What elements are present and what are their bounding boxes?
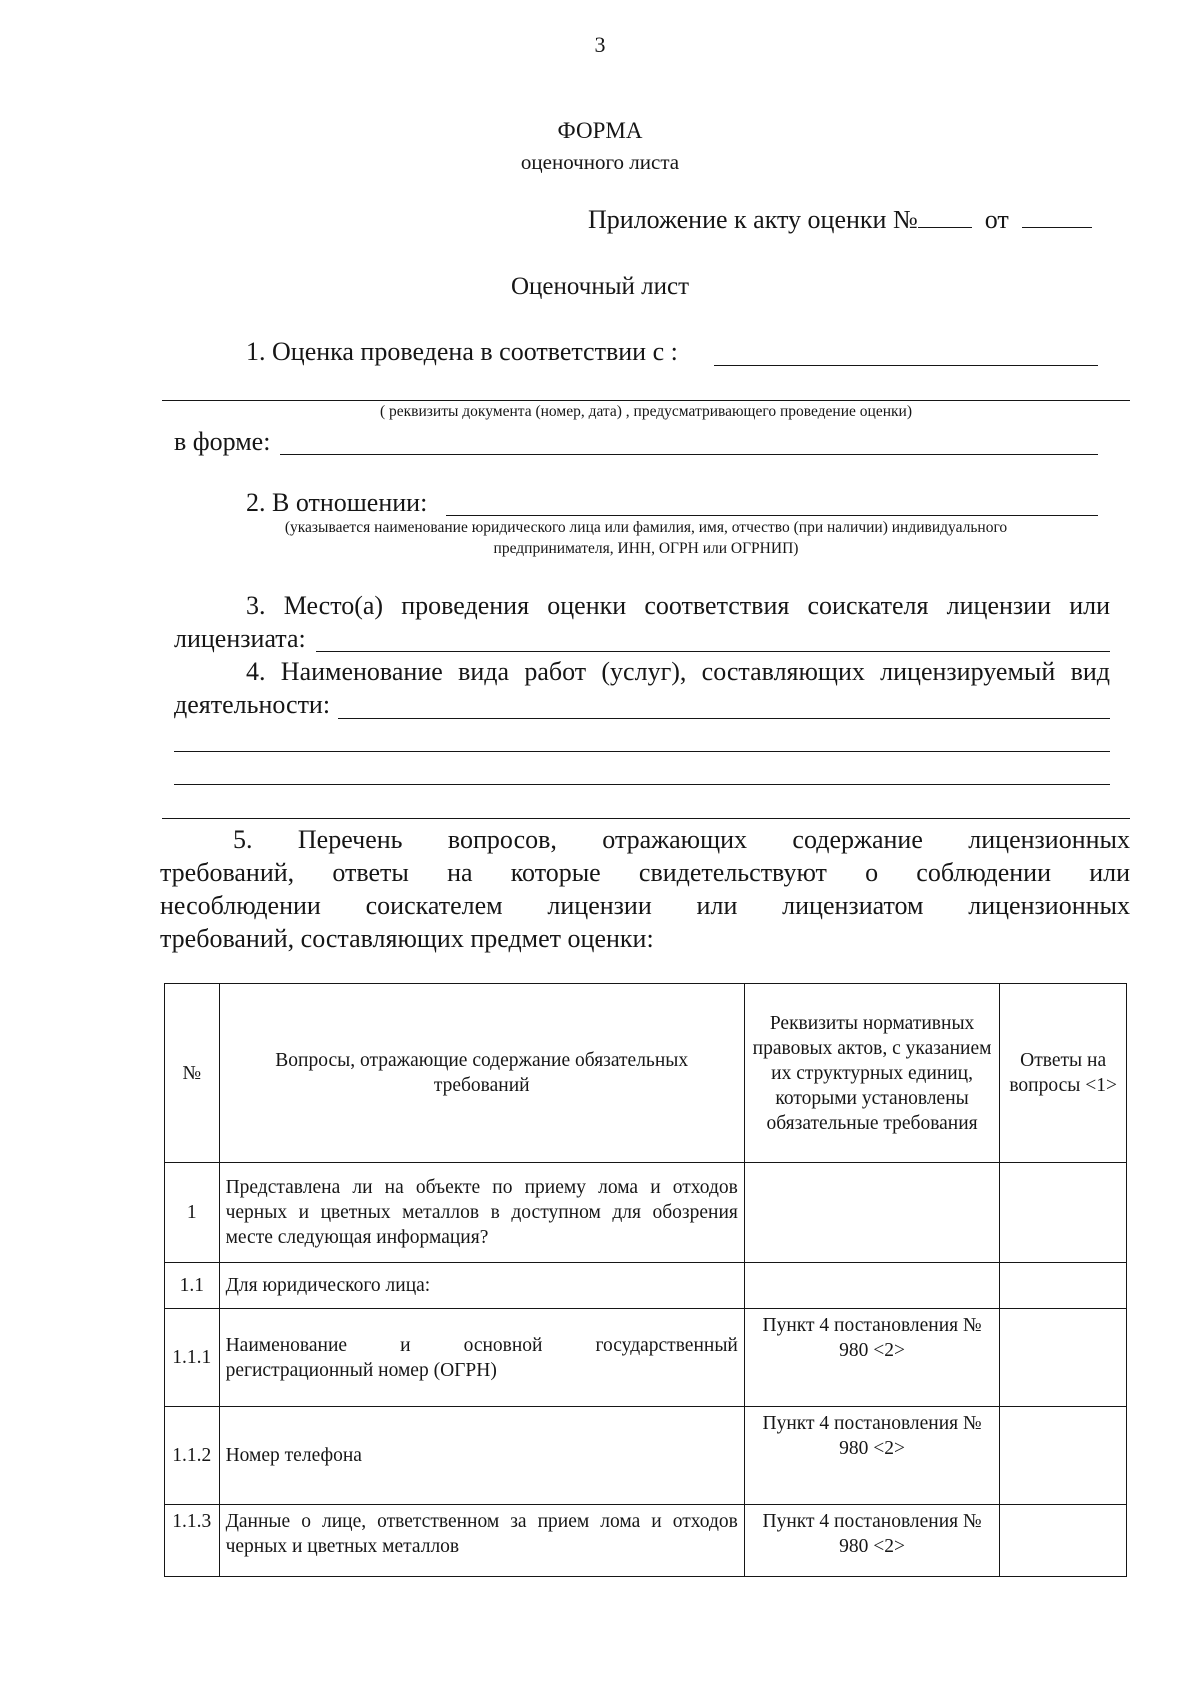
- row-num: 1.1.3: [165, 1505, 220, 1577]
- section4-blank[interactable]: [338, 718, 1110, 719]
- appendix-prefix: Приложение к акту оценки №: [588, 205, 918, 234]
- section4-line1: 4. Наименование вида работ (услуг), составляющих лицензируемый вид: [246, 657, 1110, 686]
- section4-blank-line4[interactable]: [162, 818, 1130, 819]
- section1-note: ( реквизиты документа (номер, дата) , предусматривающего проведение оценки): [379, 403, 912, 420]
- row-answer[interactable]: [1000, 1163, 1127, 1263]
- requirements-table: [164, 983, 1127, 1577]
- section1-blank[interactable]: [714, 365, 1098, 366]
- row-reference: [744, 1163, 999, 1263]
- act-number-blank[interactable]: [918, 205, 972, 228]
- section4-blank-line3[interactable]: [174, 784, 1110, 785]
- section1-blank-line2[interactable]: [162, 400, 1130, 401]
- header-question: Вопросы, отражающие содержание обязательных требований: [219, 984, 744, 1163]
- section5-line1: 5. Перечень вопросов, отражающих содержание лицензионных: [233, 825, 1130, 854]
- row-num: 1.1.1: [165, 1309, 220, 1407]
- table-row: [165, 1505, 1127, 1577]
- table-row: [165, 1163, 1127, 1263]
- page-number: 3: [594, 32, 606, 57]
- section5-line2: требований, ответы на которые свидетельствуют о соблюдении или: [160, 858, 1130, 887]
- section4-line2: деятельности:: [174, 690, 331, 719]
- section3-line2: лицензиата:: [174, 624, 306, 653]
- row-num: 1.1: [165, 1263, 220, 1309]
- row-question: Данные о лице, ответственном за прием лома и отходов черных и цветных металлов: [219, 1505, 744, 1577]
- appendix-line: [588, 205, 1092, 235]
- appendix-from: от: [984, 205, 1009, 234]
- section2-label: 2. В отношении:: [246, 488, 428, 517]
- section5-line4: требований, составляющих предмет оценки:: [160, 924, 654, 953]
- row-num: 1.1.2: [165, 1407, 220, 1505]
- row-question: Наименование и основной государственный регистрационный номер (ОГРН): [219, 1309, 744, 1407]
- header-reference: Реквизиты нормативных правовых актов, с указанием их структурных единиц, которыми установлены обязательные требования: [744, 984, 999, 1163]
- section5-text: [160, 823, 1130, 955]
- row-question: Для юридического лица:: [219, 1263, 744, 1309]
- header-num: №: [165, 984, 220, 1163]
- header-answer: Ответы на вопросы <1>: [1000, 984, 1127, 1163]
- section1-label: 1. Оценка проведена в соответствии с :: [246, 337, 678, 366]
- section3-blank[interactable]: [316, 651, 1110, 652]
- row-question: Номер телефона: [219, 1407, 744, 1505]
- section3-line1: 3. Место(а) проведения оценки соответствия соискателя лицензии или: [246, 591, 1110, 620]
- row-answer[interactable]: [1000, 1309, 1127, 1407]
- form-label: в форме:: [174, 427, 271, 456]
- row-reference: Пункт 4 постановления № 980 <2>: [744, 1407, 999, 1505]
- act-date-blank[interactable]: [1022, 205, 1092, 228]
- sheet-title: Оценочный лист: [510, 273, 689, 300]
- form-blank[interactable]: [280, 454, 1098, 455]
- row-reference: Пункт 4 постановления № 980 <2>: [744, 1309, 999, 1407]
- table-header-row: [165, 984, 1127, 1163]
- row-answer[interactable]: [1000, 1505, 1127, 1577]
- table-row: [165, 1407, 1127, 1505]
- row-answer[interactable]: [1000, 1263, 1127, 1309]
- row-question: Представлена ли на объекте по приему лома и отходов черных и цветных металлов в доступном для обозрения месте следующая информация?: [219, 1163, 744, 1263]
- row-reference: [744, 1263, 999, 1309]
- row-reference: Пункт 4 постановления № 980 <2>: [744, 1505, 999, 1577]
- section2-blank[interactable]: [446, 515, 1098, 516]
- section5-line3: несоблюдении соискателем лицензии или лицензиатом лицензионных: [160, 891, 1130, 920]
- table-row: [165, 1263, 1127, 1309]
- section4-blank-line2[interactable]: [174, 751, 1110, 752]
- row-answer[interactable]: [1000, 1407, 1127, 1505]
- row-num: 1: [165, 1163, 220, 1263]
- section2-note-line1: (указывается наименование юридического лица или фамилия, имя, отчество (при наличии) индивидуального: [284, 519, 1008, 536]
- form-title: ФОРМА: [557, 118, 643, 143]
- table-row: [165, 1309, 1127, 1407]
- section2-note-line2: предпринимателя, ИНН, ОГРН или ОГРНИП): [493, 540, 799, 557]
- form-subtitle: оценочного листа: [520, 150, 680, 174]
